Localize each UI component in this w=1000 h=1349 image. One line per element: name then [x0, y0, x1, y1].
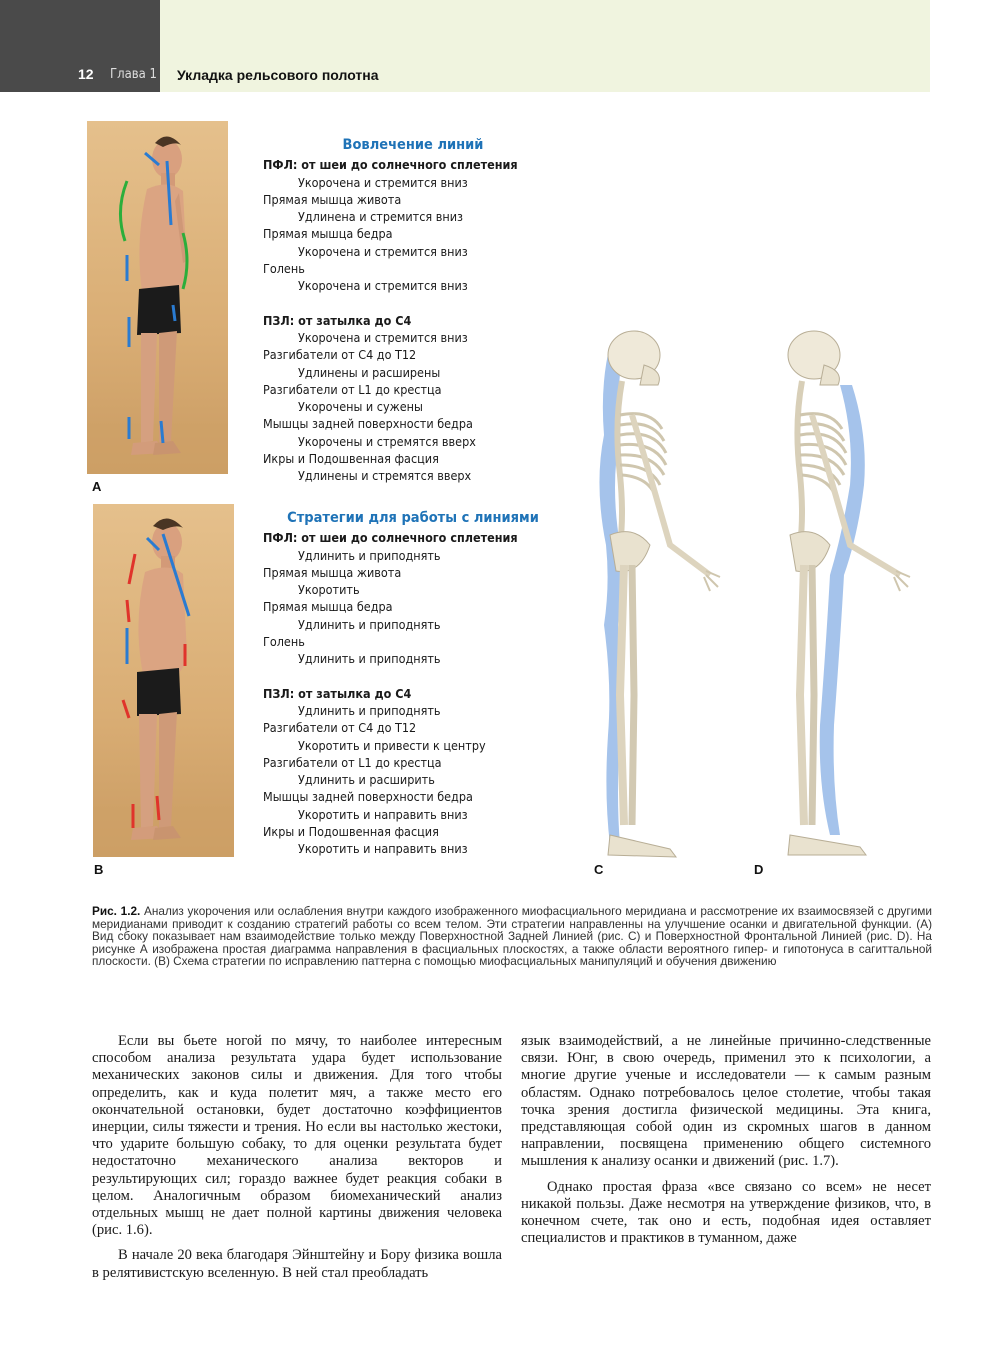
list-gap [263, 295, 563, 312]
caption-label: Рис. 1.2. [92, 904, 141, 918]
list-structure: Голень [263, 261, 305, 277]
list-effect: Удлинены и стремятся вверх [298, 468, 472, 484]
photo-a [87, 121, 228, 474]
involvement-title: Вовлечение линий [342, 137, 484, 153]
photo-b [93, 504, 234, 857]
chapter-label: Глава 1 [110, 67, 157, 82]
list-heading: ПФЛ: от шеи до солнечного сплетения [263, 157, 518, 173]
list-effect: Укоротить и направить вниз [298, 841, 468, 857]
list-structure: Разгибатели от С4 до Т12 [263, 720, 417, 736]
list-structure: Прямая мышца бедра [263, 599, 393, 615]
list-structure: Мышцы задней поверхности бедра [263, 416, 473, 432]
list-effect: Укоротить [298, 582, 360, 598]
list-effect: Удлинить и расширить [298, 772, 435, 788]
body-paragraph: язык взаимодействий, а не линейные причинно-следственные связи. Юнг, в свою очередь, применил это к психологии, а многие другие ученые и исследователи — к самым разным областям. Однако потребовалось целое столетие, чтобы такая точка зрения достигла физической медицины. Эта книга, представляющая собой один из скромных шагов в данном направлении, посвящена применению общего системного мышления к анализу осанки и движений (рис. 1.7). [521, 1033, 931, 1170]
arrow-red-shin [157, 796, 159, 820]
list-effect: Удлинить и приподнять [298, 616, 441, 632]
arrow-green-back [120, 181, 127, 241]
list-heading: ПЗЛ: от затылка до С4 [263, 685, 412, 701]
arrow-blue-shin [161, 421, 163, 443]
list-structure: Разгибатели от L1 до крестца [263, 381, 442, 397]
list-effect: Укорочена и стремится вниз [298, 174, 468, 190]
strategies-list [263, 510, 563, 858]
list-effect: Укорочена и стремится вниз [298, 243, 468, 259]
skeleton-illustration-c [580, 325, 760, 865]
list-effect: Укоротить и привести к центру [298, 737, 486, 753]
person-figure-a [87, 121, 228, 474]
list-effect: Укорочена и стремится вниз [298, 329, 468, 345]
list-effect: Удлинены и расширены [298, 364, 441, 380]
list-structure: Икры и Подошвенная фасция [263, 451, 439, 467]
arrow-red-back [129, 554, 135, 584]
body-column-left [92, 1033, 502, 1282]
list-effect: Удлинить и приподнять [298, 651, 441, 667]
panel-label-c: C [594, 862, 604, 877]
panel-label-a: A [92, 479, 102, 494]
arrow-red-hip [123, 700, 129, 718]
list-heading: ПЗЛ: от затылка до С4 [263, 312, 412, 328]
list-effect: Укорочены и сужены [298, 399, 423, 415]
list-heading: ПФЛ: от шеи до солнечного сплетения [263, 530, 518, 546]
panel-label-b: B [94, 862, 104, 877]
skeleton-illustration-d [770, 325, 950, 865]
superficial-front-line [820, 385, 865, 835]
body-paragraph: Если вы бьете ногой по мячу, то наиболее интересным способом анализа результата удара будет использование механических законов силы и движения. Для того чтобы определить, как и куда полетит мяч, а также место его окончательной остановки, будет достаточно коэффициентов инерции, силы тяжести и трения. Но если вы настолько жестоки, что ударите большую собаку, то для оценки результата будет недостаточно механического анализа векторов и результирующих сил; гораздо важнее будет реакция собаки в целом. Аналогичным образом биомеханический анализ отдельных мышц не дает полной картины движения человека (рис. 1.6). [92, 1033, 502, 1239]
body-paragraph: В начале 20 века благодаря Эйнштейну и Бору физика вошла в релятивистскую вселенную. В ней стал преобладать [92, 1247, 502, 1281]
list-structure: Прямая мышца живота [263, 564, 402, 580]
list-effect: Укорочены и стремятся вверх [298, 433, 476, 449]
list-structure: Прямая мышца бедра [263, 226, 393, 242]
caption-text: Анализ укорочения или ослабления внутри каждого изображенного миофасциального меридиана и рассмотрение их взаимосвязей с другими меридианами приводит к созданию стратегий работы со всем телом. Эти стратегии направленны на улучшение осанки и двигательной функции. (А) Вид сбоку показывает нам взаимодействие только между Поверхностной Задней Линией (рис. С) и Поверхностной Фронтальной Линией (рис. D). На рисунке А изображена простая диаграмма направления в фасциальных плоскостях, а также области вероятного гипер- и гипотонуса в сагиттальной плоскости. (В) Схема стратегии по исправлению паттерна с помощью миофасциальных манипуляций и обучения движению [92, 904, 932, 969]
strategies-title: Стратегии для работы с линиями [287, 510, 539, 526]
list-effect: Удлинить и приподнять [298, 547, 441, 563]
person-figure-b [93, 504, 234, 857]
involvement-list [263, 137, 563, 485]
running-title: Укладка рельсового полотна [177, 67, 379, 83]
body-paragraph: Однако простая фраза «все связано со всем» не несет никакой пользы. Даже несмотря на утверждение физиков, что, в конечном счете, так оно и есть, подобная идея оставляет специалистов и практиков в туманном, даже [521, 1178, 931, 1247]
arrow-blue-thigh [173, 305, 175, 321]
list-structure: Прямая мышца живота [263, 191, 402, 207]
list-structure: Икры и Подошвенная фасция [263, 824, 439, 840]
body-column-right [521, 1033, 931, 1247]
list-effect: Укорочена и стремится вниз [298, 278, 468, 294]
arrow-red-midback [127, 600, 129, 622]
list-structure: Разгибатели от С4 до Т12 [263, 347, 417, 363]
list-structure: Голень [263, 634, 305, 650]
page-number: 12 [78, 66, 94, 82]
list-effect: Укоротить и направить вниз [298, 806, 468, 822]
list-structure: Разгибатели от L1 до крестца [263, 754, 442, 770]
list-gap [263, 668, 563, 685]
list-effect: Удлинить и приподнять [298, 702, 441, 718]
figure-caption [92, 905, 932, 968]
list-structure: Мышцы задней поверхности бедра [263, 789, 473, 805]
panel-label-d: D [754, 862, 764, 877]
list-effect: Удлинена и стремится вниз [298, 209, 464, 225]
